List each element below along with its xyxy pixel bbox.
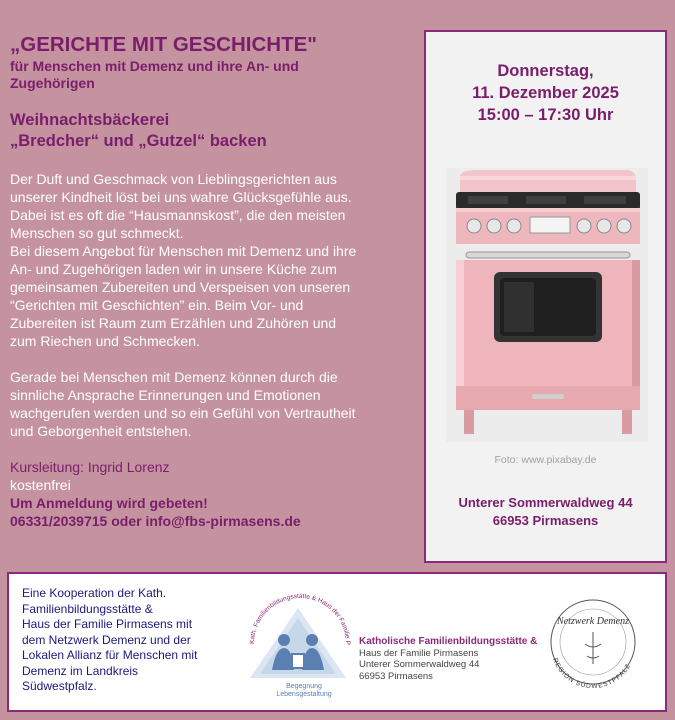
text-line: An- und Zugehörigen laden wir in unsere Küche zum: [10, 261, 337, 277]
netzwerk-demenz-logo: [537, 586, 649, 698]
flyer-left-column: [10, 34, 410, 530]
retro-stove-illustration: [446, 168, 648, 442]
org-name: Katholische Familienbildungsstätte &: [359, 636, 538, 647]
description-paragraph-2: [10, 368, 410, 440]
svg-text:REGION SÜDWESTPFALZ: REGION SÜDWESTPFALZ: [551, 657, 633, 691]
course-lead: Kursleitung: Ingrid Lorenz: [10, 459, 170, 475]
fbs-pirmasens-logo: [242, 582, 354, 704]
text-line: Bei diesem Angebot für Menschen mit Demenz und ihre: [10, 243, 357, 259]
address-city: 66953 Pirmasens: [492, 513, 599, 528]
svg-text:Netzwerk Demenz: Netzwerk Demenz: [557, 616, 629, 627]
event-day: Donnerstag,: [497, 62, 594, 80]
family-triangle-icon: [242, 582, 354, 704]
text-line: und Geborgenheit entstehen.: [10, 423, 192, 439]
event-datetime: [426, 60, 665, 126]
address-street: Unterer Sommerwaldweg 44: [458, 495, 633, 510]
subtitle-line: Zugehörigen: [10, 75, 95, 91]
heading-line: „Bredcher“ und „Gutzel“ backen: [10, 132, 267, 150]
network-seal-icon: [537, 586, 649, 698]
course-info: [10, 458, 410, 494]
event-time: 15:00 – 17:30 Uhr: [477, 106, 614, 124]
svg-text:Kath. Familienbildungsstätte &: Kath. Familienbildungsstätte & Haus der Familie P: [248, 592, 352, 646]
org-city: 66953 Pirmasens: [359, 670, 433, 682]
text-line: wachgerufen werden und so ein Gefühl von Vertrautheit: [10, 405, 356, 421]
subtitle-line: für Menschen mit Demenz und ihre An- und: [10, 58, 299, 74]
text-line: Familienbildungsstätte &: [22, 601, 153, 616]
text-line: dem Netzwerk Demenz und der: [22, 632, 191, 647]
text-line: unserer Kindheit löst bei uns wahre Glücksgefühle aus.: [10, 189, 352, 205]
org-street: Unterer Sommerwaldweg 44: [359, 659, 480, 670]
event-date: 11. Dezember 2025: [472, 84, 619, 102]
event-heading: [10, 110, 410, 152]
svg-text:Lebensgestaltung: Lebensgestaltung: [276, 691, 332, 698]
text-line: Menschen so gut schmeckt.: [10, 225, 184, 241]
text-line: sinnliche Ansprache Erinnerungen und Emotionen: [10, 387, 321, 403]
flyer-subtitle: [10, 58, 410, 92]
cost: kostenfrei: [10, 477, 71, 493]
photo-credit: Foto: www.pixabay.de: [494, 454, 597, 466]
text-line: Lokalen Allianz für Menschen mit: [22, 648, 198, 662]
registration-note: Um Anmeldung wird gebeten!: [10, 495, 208, 511]
cooperation-footer: [7, 572, 667, 712]
event-address: [426, 494, 665, 530]
text-line: Eine Kooperation der Kath.: [22, 586, 167, 600]
cooperation-text: [22, 586, 244, 695]
flyer-title: „GERICHTE MIT GESCHICHTE": [10, 33, 317, 56]
fbs-address-block: [359, 636, 537, 682]
text-line: Dabei ist es oft die “Hausmannskost”, die den meisten: [10, 207, 346, 223]
text-line: gemeinsamen Zubereiten und Verspeisen von unseren: [10, 279, 351, 295]
oven-photo: [446, 168, 648, 442]
org-name-2: Haus der Familie Pirmasens: [359, 647, 479, 659]
text-line: Südwestpfalz.: [22, 679, 97, 693]
heading-line: Weihnachtsbäckerei: [10, 111, 170, 129]
description-paragraph-1: [10, 170, 410, 350]
text-line: “Gerichten mit Geschichten” ein. Beim Vor- und: [10, 297, 304, 313]
text-line: Haus der Familie Pirmasens mit: [22, 617, 193, 631]
text-line: Demenz im Landkreis: [22, 663, 139, 678]
text-line: Zubereiten ist Raum zum Erzählen und Zuhören und: [10, 315, 337, 331]
text-line: zum Riechen und Schmecken.: [10, 333, 200, 349]
text-line: Der Duft und Geschmack von Lieblingsgerichten aus: [10, 171, 337, 187]
svg-text:Begegnung: Begegnung: [286, 683, 322, 690]
event-details-box: [424, 30, 667, 563]
contact-info[interactable]: 06331/2039715 oder info@fbs-pirmasens.de: [10, 513, 301, 529]
text-line: Gerade bei Menschen mit Demenz können durch die: [10, 369, 338, 385]
